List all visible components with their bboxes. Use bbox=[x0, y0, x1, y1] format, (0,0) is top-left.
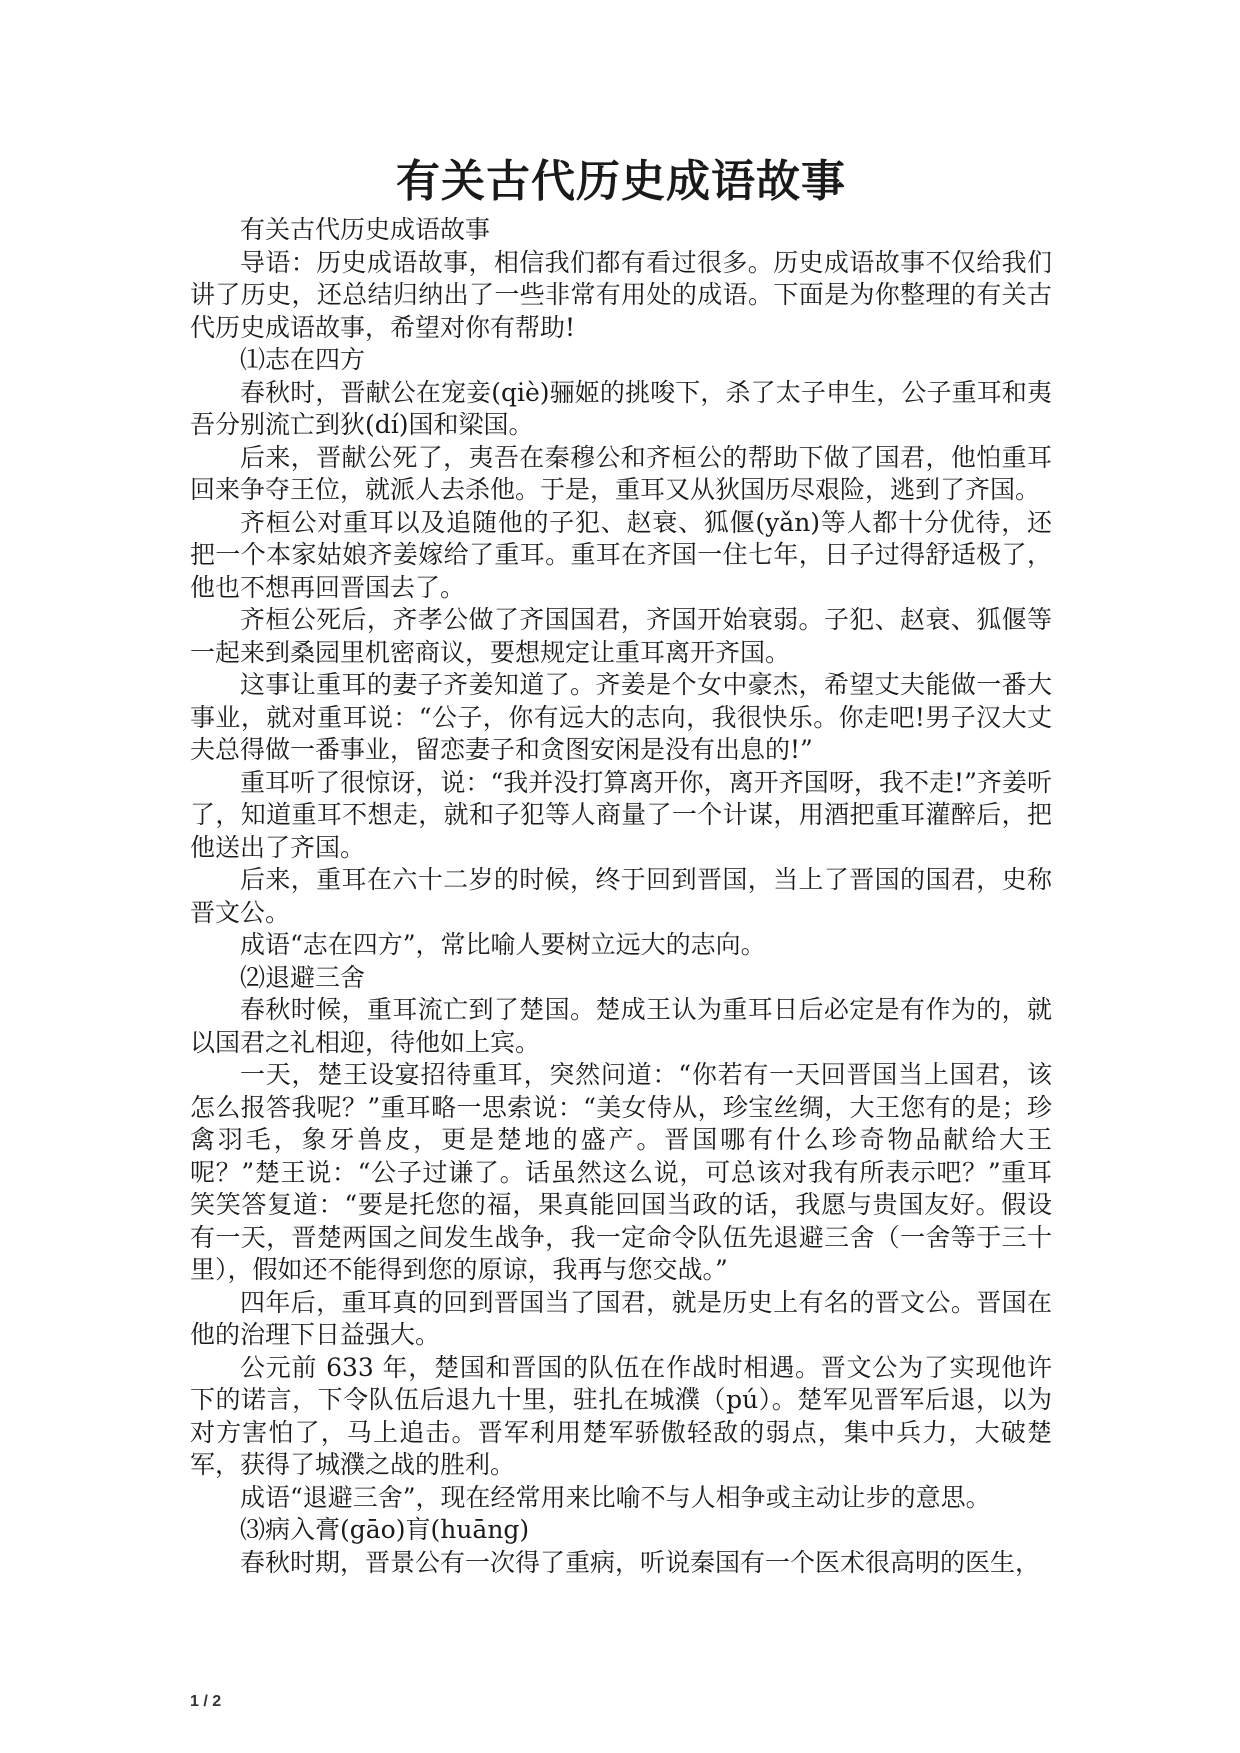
paragraph: 重耳听了很惊讶，说：“我并没打算离开你，离开齐国呀，我不走!”齐姜听了，知道重耳不想走，就和子犯等人商量了一个计谋，用酒把重耳灌醉后，把他送出了齐国。 bbox=[190, 767, 1052, 862]
paragraph: 后来，重耳在六十二岁的时候，终于回到晋国，当上了晋国的国君，史称晋文公。 bbox=[190, 865, 1052, 927]
paragraph: 齐桓公对重耳以及追随他的子犯、赵衰、狐偃(yǎn)等人都十分优待，还把一个本家姑娘齐姜嫁给了重耳。重耳在齐国一住七年，日子过得舒适极了，他也不想再回晋国去了。 bbox=[190, 507, 1052, 602]
paragraph: 有关古代历史成语故事 bbox=[240, 215, 491, 244]
section-heading: ⑴志在四方 bbox=[240, 345, 366, 374]
document-title: 有关古代历史成语故事 bbox=[396, 156, 846, 207]
page-indicator: 1 / 2 bbox=[190, 1693, 222, 1710]
paragraph: 齐桓公死后，齐孝公做了齐国国君，齐国开始衰弱。子犯、赵衰、狐偃等一起来到桑园里机密商议，要想规定让重耳离开齐国。 bbox=[190, 605, 1052, 667]
paragraph: 一天，楚王设宴招待重耳，突然问道：“你若有一天回晋国当上国君，该怎么报答我呢？”重耳略一思索说：“美女侍从，珍宝丝绸，大王您有的是；珍禽羽毛，象牙兽皮，更是楚地的盛产。晋国哪有什么珍奇物品献给大王呢？”楚王说：“公子过谦了。话虽然这么说，可总该对我有所表示吧？”重耳笑笑答复道：“要是托您的福，果真能回国当政的话，我愿与贵国友好。假设有一天，晋楚两国之间发生战争，我一定命令队伍先退避三舍（一舍等于三十里），假如还不能得到您的原谅，我再与您交战。” bbox=[190, 1060, 1052, 1284]
section-heading: ⑶病入膏(gāo)肓(huāng) bbox=[240, 1515, 530, 1544]
document-page bbox=[190, 150, 1052, 1579]
paragraph: 这事让重耳的妻子齐姜知道了。齐姜是个女中豪杰，希望丈夫能做一番大事业，就对重耳说：“公子，你有远大的志向，我很快乐。你走吧!男子汉大丈夫总得做一番事业，留恋妻子和贪图安闲是没有出息的!” bbox=[190, 670, 1052, 764]
paragraph: 公元前 633 年，楚国和晋国的队伍在作战时相遇。晋文公为了实现他许下的诺言，下令队伍后退九十里，驻扎在城濮（pú）。楚军见晋军后退，以为对方害怕了，马上追击。晋军利用楚军骄傲轻敌的弱点，集中兵力，大破楚军，获得了城濮之战的胜利。 bbox=[190, 1352, 1052, 1479]
paragraph: 导语：历史成语故事，相信我们都有看过很多。历史成语故事不仅给我们讲了历史，还总结归纳出了一些非常有用处的成语。下面是为你整理的有关古代历史成语故事，希望对你有帮助! bbox=[190, 247, 1052, 342]
paragraph: 成语“退避三舍”，现在经常用来比喻不与人相争或主动让步的意思。 bbox=[240, 1482, 991, 1512]
paragraph: 春秋时期，晋景公有一次得了重病，听说秦国有一个医术很高明的医生， bbox=[240, 1547, 1041, 1577]
paragraph: 后来，晋献公死了，夷吾在秦穆公和齐桓公的帮助下做了国君，他怕重耳回来争夺王位，就派人去杀他。于是，重耳又从狄国历尽艰险，逃到了齐国。 bbox=[190, 442, 1052, 504]
section-heading: ⑵退避三舍 bbox=[240, 962, 366, 992]
document-body bbox=[190, 214, 1052, 1579]
paragraph: 春秋时，晋献公在宠妾(qiè)骊姬的挑唆下，杀了太子申生，公子重耳和夷吾分别流亡到狄(dí)国和梁国。 bbox=[190, 377, 1052, 439]
paragraph: 春秋时候，重耳流亡到了楚国。楚成王认为重耳日后必定是有作为的，就以国君之礼相迎，待他如上宾。 bbox=[190, 995, 1052, 1057]
paragraph: 四年后，重耳真的回到晋国当了国君，就是历史上有名的晋文公。晋国在他的治理下日益强大。 bbox=[190, 1287, 1052, 1349]
paragraph: 成语“志在四方”，常比喻人要树立远大的志向。 bbox=[240, 930, 766, 959]
